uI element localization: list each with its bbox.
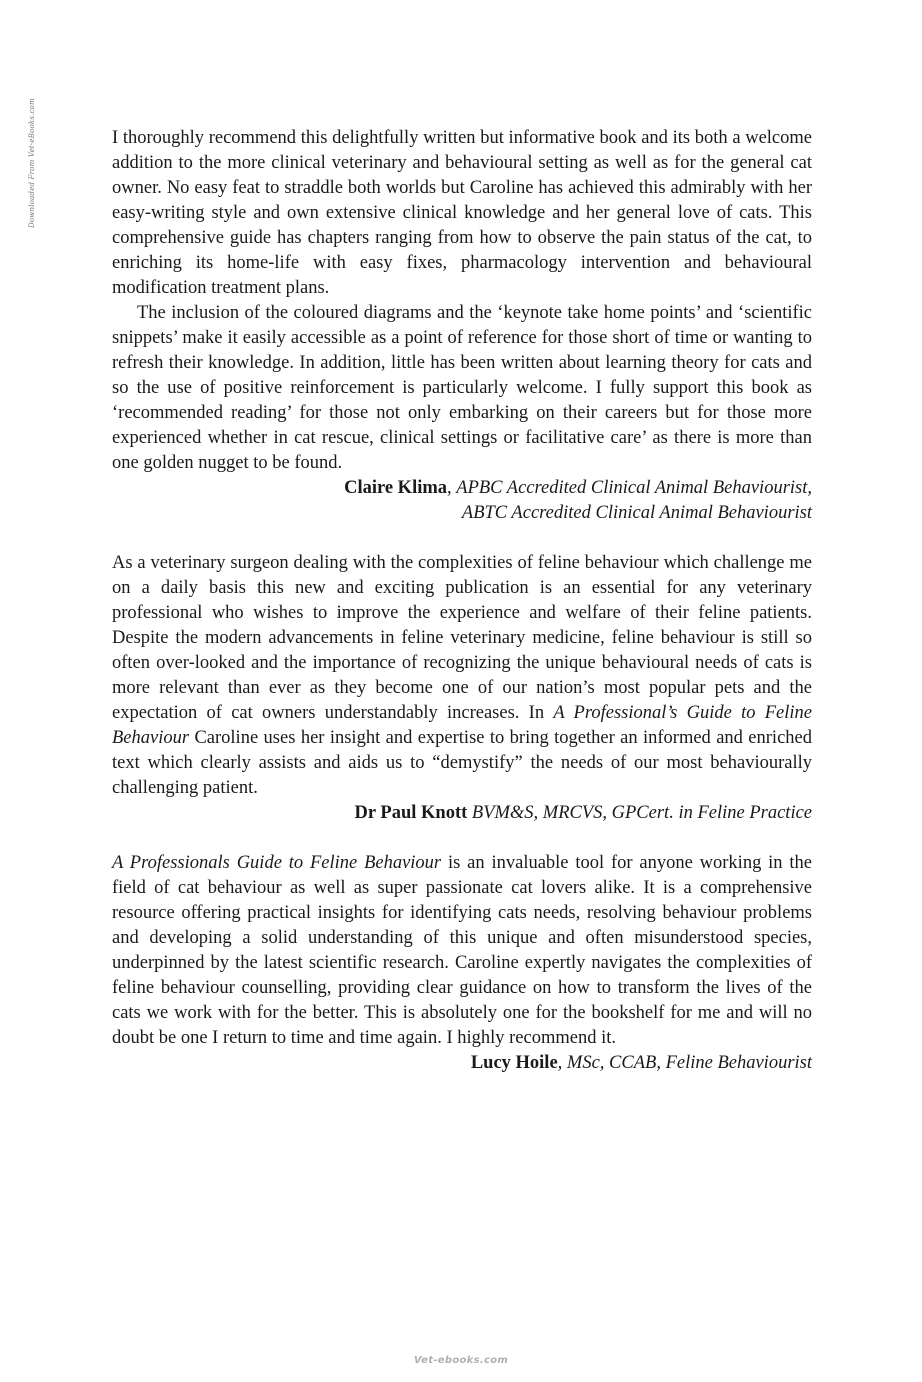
author-name: Claire Klima: [344, 478, 448, 498]
book-title: A Professionals Guide to Feline Behaviour: [112, 853, 442, 873]
review-attribution: [112, 801, 812, 826]
review-paragraph: [112, 551, 812, 801]
author-name: Lucy Hoile: [470, 1053, 558, 1073]
review-attribution: [112, 476, 812, 501]
book-title: A Professional’s Guide to Feline Behaviour: [112, 703, 812, 748]
vet-ebooks-logo: Vet-ebooks.com: [413, 1355, 509, 1366]
side-watermark-text: Downloaded From Vet-eBooks.com: [28, 98, 36, 228]
page-content: [112, 126, 812, 1076]
author-credentials: BVM&S, MRCVS, GPCert. in Feline Practice: [471, 803, 812, 823]
review-knott: [112, 551, 812, 826]
review-paragraph: [112, 851, 812, 1051]
review-text: As a veterinary surgeon dealing with the complexities of feline behaviour which challenge me on a daily basis this new and exciting publication is an essential for any veterinary professional who wishes to improve the experience and welfare of their feline patients. Despite the modern advancements in feline veterinary medicine, feline behaviour is still so often over-looked and the importance of recognizing the unique behavioural needs of cats is more relevant than ever as they become one of our nation’s most popular pets and the expectation of cat owners understandably increases. In: [112, 553, 812, 723]
author-credentials: ABTC Accredited Clinical Animal Behaviourist: [461, 503, 812, 523]
review-paragraph: The inclusion of the coloured diagrams and the ‘keynote take home points’ and ‘scientific snippets’ make it easily accessible as a point of reference for those short of time or wanting to refresh their knowledge. In addition, little has been written about learning theory for cats and so the use of positive reinforcement is particularly welcome. I fully support this book as ‘recommended reading’ for those not only embarking on their careers but for those more experienced whether in cat rescue, clinical settings or facilitative care’ as there is more than one golden nugget to be found.: [112, 303, 812, 473]
review-attribution-line2: [112, 501, 812, 526]
author-credentials: MSc, CCAB, Feline Behaviourist: [566, 1053, 812, 1073]
side-watermark: [22, 88, 42, 238]
review-text: is an invaluable tool for anyone working in the field of cat behaviour as well as super passionate cat lovers alike. It is a comprehensive resource offering practical insights for identifying cats needs, resolving behaviour problems and developing a solid understanding of this unique and often misunderstood species, underpinned by the latest scientific research. Caroline expertly navigates the complexities of feline behaviour counselling, providing clear guidance on how to transform the lives of the cats we work with for the better. This is absolutely one for the bookshelf for me and will no doubt be one I return to time and time again. I highly recommend it.: [112, 853, 812, 1048]
author-credentials: APBC Accredited Clinical Animal Behaviourist,: [456, 478, 812, 498]
review-hoile: [112, 851, 812, 1076]
review-text: Caroline uses her insight and expertise to bring together an informed and enriched text which clearly assists and aids us to “demystify” the needs of our most behaviourally challenging patient.: [112, 728, 812, 798]
review-klima: [112, 126, 812, 526]
author-separator: ,: [557, 1053, 567, 1073]
section-gap: [112, 526, 812, 551]
author-name: Dr Paul Knott: [354, 803, 468, 823]
section-gap: [112, 826, 812, 851]
author-separator: ,: [447, 478, 457, 498]
review-paragraph: I thoroughly recommend this delightfully written but informative book and its both a welcome addition to the more clinical veterinary and behavioural setting as well as for the general cat owner. No easy feat to straddle both worlds but Caroline has achieved this admirably with her easy-writing style and own extensive clinical knowledge and her general love of cats. This comprehensive guide has chapters ranging from how to observe the pain status of the cat, to enriching its home-life with easy fixes, pharmacology intervention and behavioural modification treatment plans.: [112, 128, 812, 298]
review-attribution: [112, 1051, 812, 1076]
